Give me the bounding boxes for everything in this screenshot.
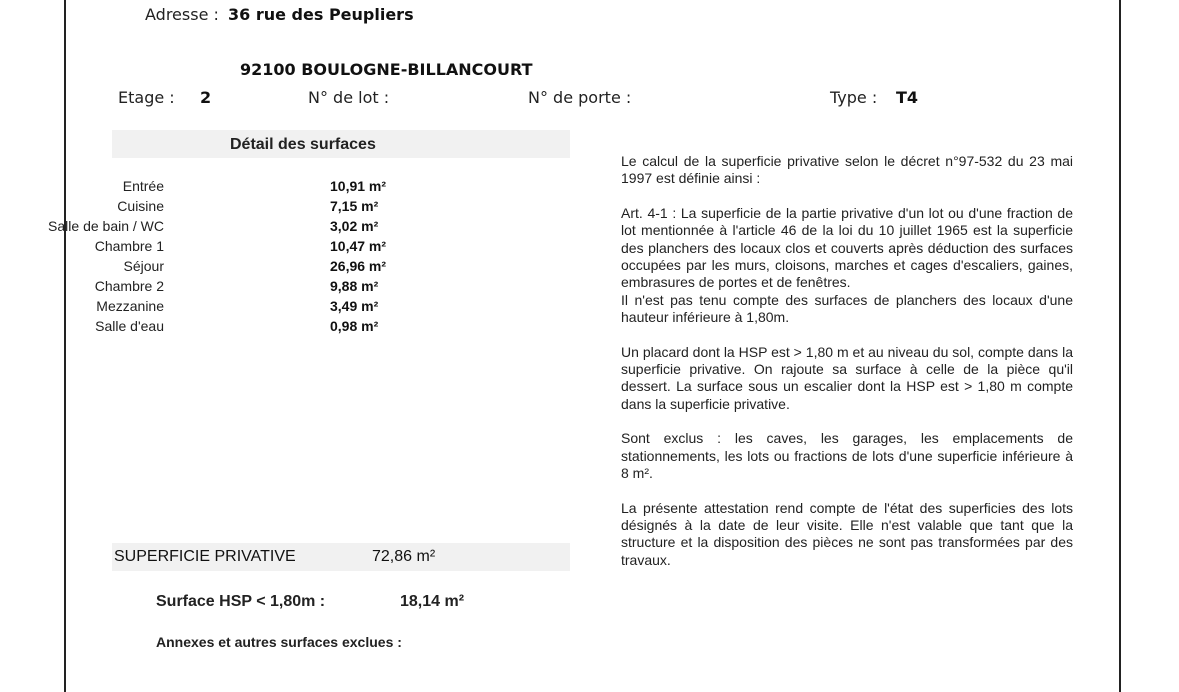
lot-label: N° de lot : — [308, 88, 390, 107]
room-name: Cuisine — [117, 198, 164, 214]
room-name: Séjour — [123, 258, 164, 274]
legal-validity: La présente attestation rend compte de l'état des superficies des lots désignés à la date de leur visite. Elle n'est valable que tant que la structure et la disposition des pièces ne sont pas transformées par des travaux. — [621, 499, 1073, 568]
legal-article: Art. 4-1 : La superficie de la partie privative d'un lot ou d'une fraction de lot mentionnée à l'article 46 de la loi du 10 juillet 1965 est la superficie des planchers des locaux clos et couverts après déduction des surfaces occupées par les murs, cloisons, marches et cages d'escaliers, gaines, embrasures de portes et de fenêtres. — [621, 204, 1073, 291]
private-surface-value: 72,86 m² — [372, 548, 436, 565]
page-border-right — [1119, 0, 1121, 692]
private-surface-label: SUPERFICIE PRIVATIVE — [114, 548, 296, 565]
hsp-surface-label: Surface HSP < 1,80m : — [156, 593, 326, 610]
room-name: Entrée — [122, 178, 164, 194]
floor-value: 2 — [200, 88, 212, 107]
room-area: 0,98 m² — [330, 318, 379, 334]
legal-intro: Le calcul de la superficie privative selon le décret n°97-532 du 23 mai 1997 est définie ainsi : — [621, 153, 1073, 187]
room-area: 3,02 m² — [330, 218, 379, 234]
room-area: 9,88 m² — [330, 278, 379, 294]
annexes-label: Annexes et autres surfaces exclues : — [156, 634, 402, 650]
room-name: Chambre 2 — [94, 278, 164, 294]
door-label: N° de porte : — [528, 88, 632, 107]
legal-exclusions: Sont exclus : les caves, les garages, les emplacements de stationnements, les lots ou fractions de lots d'une superficie inférieure à 8 m². — [621, 430, 1073, 482]
legal-height-rule: Il n'est pas tenu compte des surfaces de planchers des locaux d'une hauteur inférieure à 1,80m. — [621, 291, 1073, 326]
legal-closet-rule: Un placard dont la HSP est > 1,80 m et au niveau du sol, compte dans la superficie privative. On rajoute sa surface à celle de la pièce qu'il dessert. La surface sous un escalier dont la HSP est > 1,80 m compte dans la superficie privative. — [621, 343, 1073, 412]
room-name: Salle de bain / WC — [48, 218, 164, 234]
room-name: Salle d'eau — [95, 318, 164, 334]
room-area: 7,15 m² — [330, 198, 379, 214]
room-name: Chambre 1 — [94, 238, 164, 254]
address-label: Adresse : — [145, 5, 219, 24]
room-area: 10,91 m² — [330, 178, 387, 194]
type-value: T4 — [896, 88, 919, 107]
legal-text — [621, 153, 1073, 586]
hsp-surface-value: 18,14 m² — [400, 593, 465, 610]
address-value: 36 rue des Peupliers — [228, 5, 414, 24]
surfaces-title: Détail des surfaces — [230, 136, 376, 153]
room-area: 26,96 m² — [330, 258, 387, 274]
floor-label: Etage : — [118, 88, 175, 107]
city-value: 92100 BOULOGNE-BILLANCOURT — [240, 60, 533, 79]
room-area: 3,49 m² — [330, 298, 379, 314]
room-area: 10,47 m² — [330, 238, 387, 254]
room-name: Mezzanine — [96, 298, 164, 314]
page-border-left — [64, 0, 66, 692]
type-label: Type : — [830, 88, 878, 107]
